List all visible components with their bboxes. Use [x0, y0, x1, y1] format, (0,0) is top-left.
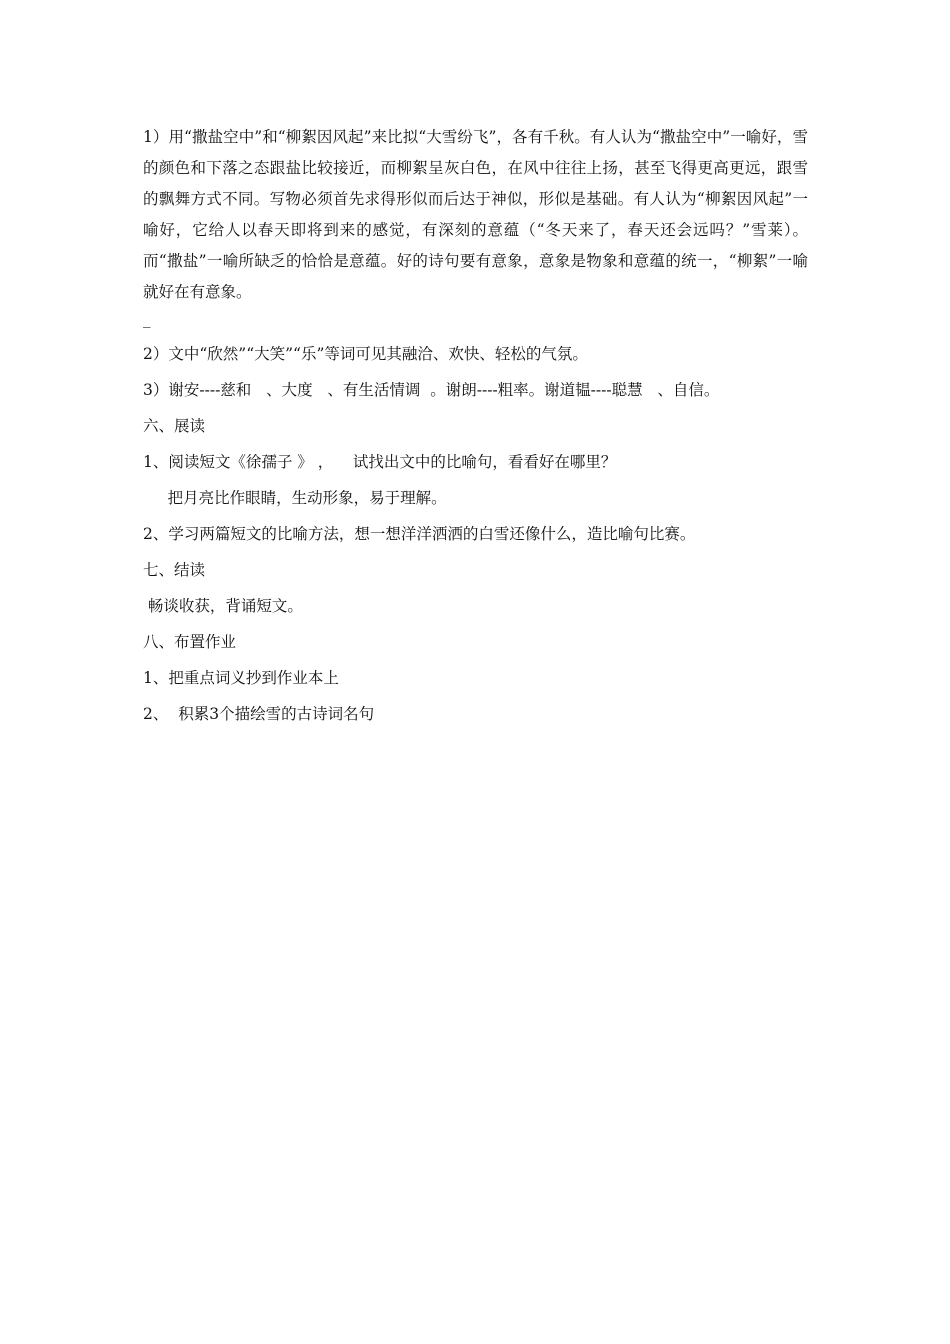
section-heading-7: 七、结读: [143, 561, 206, 579]
section-6-item-1-answer: 把月亮比作眼睛，生动形象，易于理解。: [143, 489, 447, 507]
analysis-line-3: 3）谢安----慈和 、大度 、有生活情调 。谢朗----粗率。谢道韫----聪慧 、自信。: [143, 381, 720, 399]
analysis-line-2: 2）文中“欣然”“大笑”“乐”等词可见其融洽、欢快、轻松的气氛。: [143, 345, 588, 363]
section-heading-6: 六、展读: [143, 417, 206, 435]
section-8-item-2: 2、 积累3个描绘雪的古诗词名句: [143, 705, 375, 723]
section-6-item-1: 1、阅读短文《徐孺子 》 ， 试找出文中的比喻句，看看好在哪里？: [143, 453, 617, 471]
section-6-item-2: 2、学习两篇短文的比喻方法，想一想洋洋洒洒的白雪还像什么，造比喻句比赛。: [143, 525, 696, 543]
section-8-item-1: 1、把重点词义抄到作业本上: [143, 669, 339, 687]
section-heading-8: 八、布置作业: [143, 633, 237, 651]
document-body: [143, 122, 808, 732]
section-7-body: 畅谈收获，背诵短文。: [143, 597, 303, 615]
analysis-paragraph-1: 1）用“撒盐空中”和“柳絮因风起”来比拟“大雪纷飞”，各有千秋。有人认为“撒盐空中”一喻好，雪的颜色和下落之态跟盐比较接近，而柳絮呈灰白色，在风中往往上扬，甚至飞得更高更远，跟雪的飘舞方式不同。写物必须首先求得形似而后达于神似，形似是基础。有人认为“柳絮因风起”一喻好，它给人以春天即将到来的感觉，有深刻的意蕴（“冬天来了，春天还会远吗？”雪莱）。而“撒盐”一喻所缺乏的恰恰是意蕴。好的诗句要有意象，意象是物象和意蕴的统一，“柳絮”一喻就好在有意象。: [143, 128, 808, 301]
dash-mark: _: [143, 310, 151, 328]
